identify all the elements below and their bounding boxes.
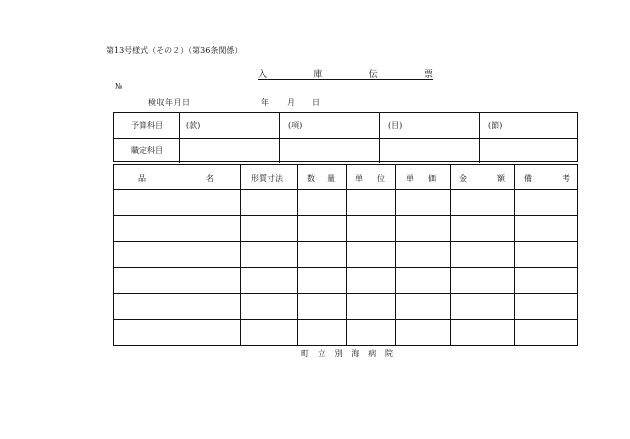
inspection-date-label: 検収年月日	[148, 98, 191, 107]
budget-label: 職定科目	[131, 146, 163, 155]
budget-cell[interactable]	[180, 138, 280, 163]
footer-char: 町	[301, 349, 309, 358]
title-char: 庫	[313, 70, 323, 80]
footer-char: 別	[334, 349, 343, 358]
column-divider	[346, 165, 347, 345]
budget-setsu-cell[interactable]	[480, 113, 577, 138]
title-char: 入	[258, 70, 268, 80]
budget-header-kou: (項)	[288, 121, 303, 130]
header-unit	[355, 173, 385, 184]
footer-char: 海	[351, 349, 360, 358]
row-divider	[114, 241, 577, 242]
header-char: 額	[497, 174, 505, 183]
header-char: 考	[562, 174, 570, 183]
header-char: 形質寸法	[251, 174, 283, 183]
header-char: 価	[428, 174, 436, 183]
inspection-month-label: 月	[287, 98, 295, 107]
column-divider	[240, 165, 241, 345]
budget-row-label-cell	[114, 113, 180, 138]
footer-char: 立	[317, 349, 326, 358]
title-char: 伝	[368, 70, 378, 80]
header-item-name	[138, 173, 214, 184]
header-amount	[459, 173, 505, 184]
header-char: 品	[138, 174, 146, 183]
header-char: 単	[355, 174, 363, 183]
budget-cell[interactable]	[280, 138, 380, 163]
title-underline	[258, 79, 433, 80]
budget-header-moku: (目)	[388, 121, 403, 130]
budget-label: 予算科目	[131, 121, 163, 130]
header-char: 備	[524, 174, 532, 183]
budget-row	[114, 138, 577, 163]
column-divider	[297, 165, 298, 345]
header-char: 名	[206, 174, 214, 183]
inspection-day-label: 日	[312, 98, 320, 107]
inspection-year-label: 年	[261, 98, 269, 107]
budget-header-kan: (款)	[186, 121, 201, 130]
row-divider	[114, 293, 577, 294]
header-unit-price	[406, 173, 436, 184]
budget-header-setsu: (節)	[488, 121, 503, 130]
row-divider	[114, 215, 577, 216]
header-remarks	[524, 173, 570, 184]
items-table	[113, 164, 578, 346]
column-divider	[514, 165, 515, 345]
footer-char: 病	[368, 349, 377, 358]
budget-kou-cell[interactable]	[280, 113, 380, 138]
budget-moku-cell[interactable]	[380, 113, 480, 138]
header-char: 位	[377, 174, 385, 183]
budget-cell[interactable]	[480, 138, 577, 163]
row-divider	[114, 189, 577, 190]
title-char: 票	[423, 70, 433, 80]
column-divider	[450, 165, 451, 345]
budget-row-label-cell	[114, 138, 180, 163]
budget-row	[114, 113, 577, 139]
budget-cell[interactable]	[380, 138, 480, 163]
header-char: 数	[307, 174, 315, 183]
header-shape-size	[251, 173, 283, 184]
row-divider	[114, 319, 577, 320]
header-char: 単	[406, 174, 414, 183]
hospital-name	[301, 348, 393, 359]
form-number: 第13号様式（その２）（第36条関係）	[106, 46, 243, 55]
header-quantity	[307, 173, 335, 184]
budget-kan-cell[interactable]	[180, 113, 280, 138]
column-divider	[395, 165, 396, 345]
header-char: 金	[459, 174, 467, 183]
header-char: 量	[327, 174, 335, 183]
row-divider	[114, 267, 577, 268]
budget-table	[113, 112, 578, 162]
number-label: №	[115, 82, 123, 91]
footer-char: 院	[384, 349, 393, 358]
